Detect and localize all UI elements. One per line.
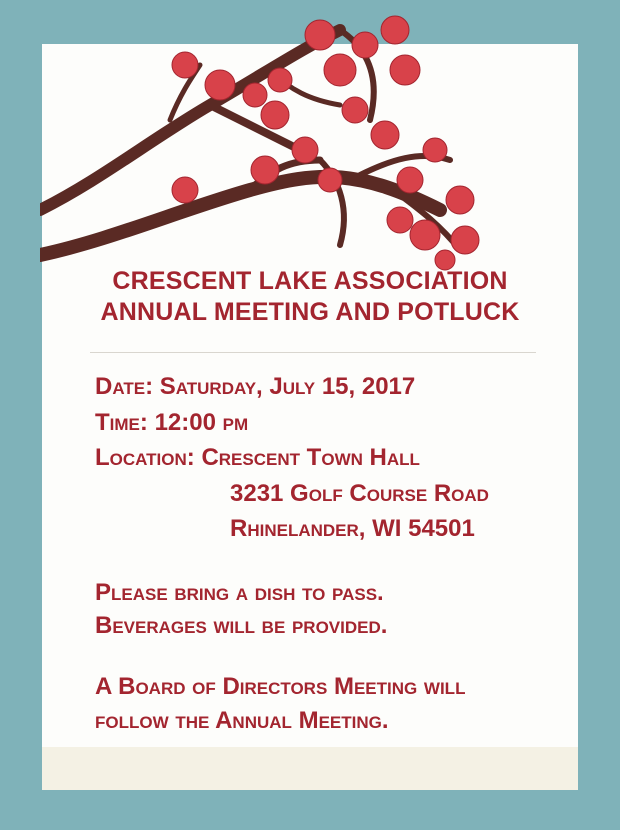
date-row bbox=[95, 369, 565, 405]
board-line-2: follow the Annual Meeting. bbox=[95, 707, 389, 734]
invitation-card bbox=[42, 44, 578, 790]
location-line-1: Crescent Town Hall bbox=[201, 444, 420, 471]
footer-band bbox=[42, 747, 578, 790]
time-label: Time: bbox=[95, 408, 148, 436]
title-line-2: ANNUAL MEETING AND POTLUCK bbox=[100, 298, 520, 326]
location-line-3: Rhinelander, WI 54501 bbox=[230, 515, 475, 542]
board-line-1: A Board of Directors Meeting will bbox=[95, 673, 466, 700]
location-row bbox=[95, 440, 565, 476]
potluck-line-2: Beverages will be provided. bbox=[95, 612, 388, 639]
location-line-2: 3231 Golf Course Road bbox=[230, 479, 489, 507]
time-value: 12:00 pm bbox=[154, 408, 249, 436]
date-value: Saturday, July 15, 2017 bbox=[159, 373, 416, 400]
board-meeting-note bbox=[95, 670, 575, 738]
potluck-line-1: Please bring a dish to pass. bbox=[95, 579, 384, 606]
date-label: Date: bbox=[95, 373, 154, 400]
time-row bbox=[95, 405, 565, 441]
event-title bbox=[42, 266, 578, 328]
divider bbox=[90, 352, 536, 353]
title-line-1: CRESCENT LAKE ASSOCIATION bbox=[112, 267, 508, 295]
cherry-blossom-branch-illustration bbox=[40, 10, 490, 272]
event-details bbox=[95, 369, 565, 547]
potluck-note bbox=[95, 576, 565, 642]
location-label: Location: bbox=[95, 444, 195, 471]
